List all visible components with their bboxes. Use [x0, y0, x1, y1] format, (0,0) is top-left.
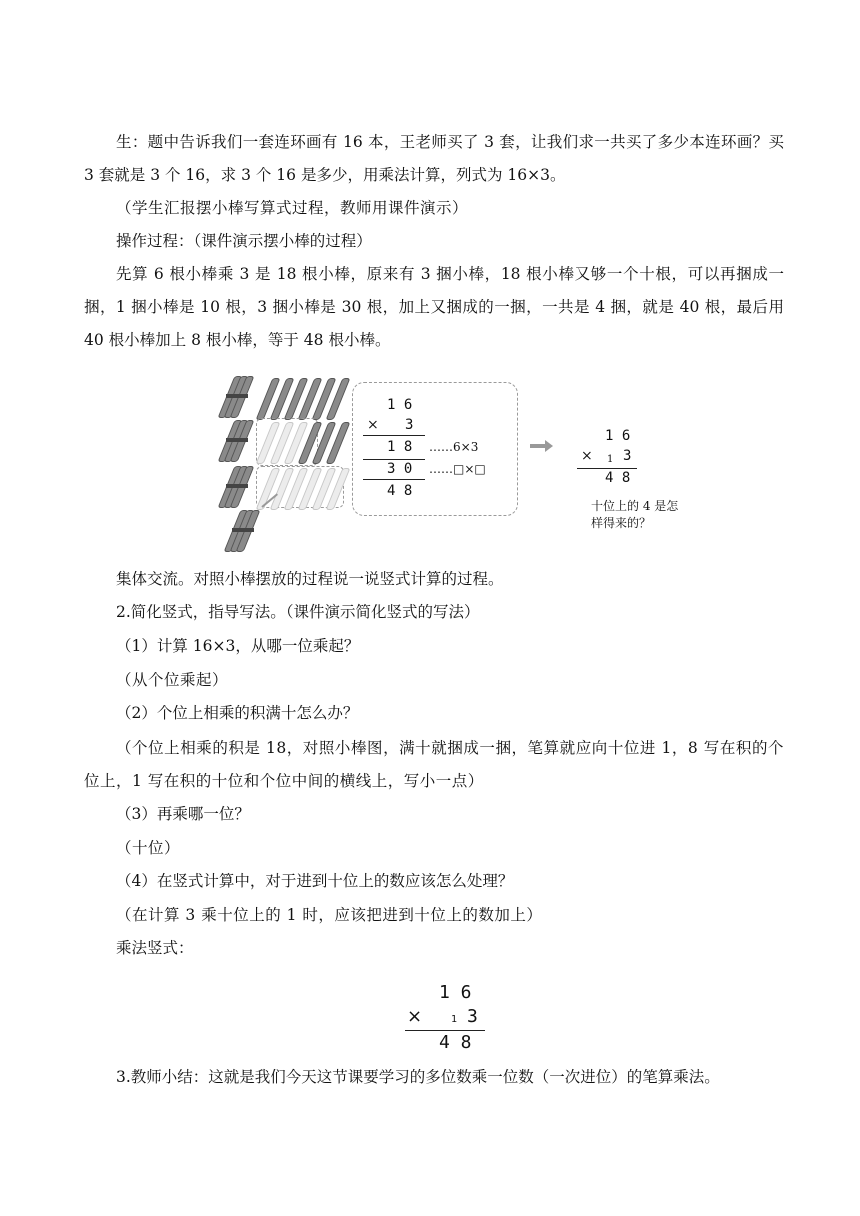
stick-bundle-icon	[222, 466, 250, 508]
question-1: （1）计算 16×3，从哪一位乘起？	[116, 637, 360, 655]
answer-1: （从个位乘起）	[116, 671, 229, 689]
question-2: （2）个位上相乘的积满十怎么办？	[116, 704, 359, 722]
explain-paragraph: 先算 6 根小棒乘 3 是 18 根小棒，原来有 3 捆小棒，18 根小棒又够一个十根，可以再捆成一捆，1 捆小棒是 10 根，3 捆小棒是 30 根，加上又捆成的一捆，一共是 4 捆，就是 40 根，最后用 40 根小棒加上 8 根小棒，等于 48 根小棒。	[84, 265, 784, 349]
multiplier: 3	[467, 1006, 478, 1027]
answer-3: （十位）	[116, 839, 181, 857]
answer-2: （个位上相乘的积是 18，对照小棒图，满十就捆成一捆，笔算就应向十位进 1，8 写在积的个位上，1 写在积的十位和个位中间的横线上，写小一点）	[84, 739, 784, 790]
product: 4 8	[439, 1032, 472, 1053]
answer-4: （在计算 3 乘十位上的 1 时，应该把进到十位上的数加上）	[116, 906, 543, 924]
sticks-figure	[222, 370, 692, 550]
simplified-vertical: 1 6 × 1 3 4 8 十位上的 4 是怎样得来的？	[577, 426, 687, 546]
stick-bundle-icon	[228, 510, 256, 552]
vertical-label: 乘法竖式：	[116, 939, 194, 957]
simplify-heading: 2.简化竖式，指导写法。（课件演示简化竖式的写法）	[116, 603, 480, 621]
times-sign: ×	[407, 1006, 423, 1027]
right-arrow-icon	[530, 444, 546, 448]
operation-heading: 操作过程：（课件演示摆小棒的过程）	[116, 232, 372, 250]
exchange-line: 集体交流。对照小棒摆放的过程说一说竖式计算的过程。	[116, 570, 504, 588]
multiplicand: 1 6	[439, 982, 472, 1003]
stick-bundle-icon	[222, 420, 250, 462]
summary-line: 3.教师小结：这就是我们今天这节课要学习的多位数乘一位数（一次进位）的笔算乘法。	[116, 1068, 720, 1086]
stick-bundle-icon	[222, 376, 250, 418]
expanded-vertical-panel: 1 6 × 3 1 8 ……6×3 3 0 ……□×□ 4 8	[352, 382, 518, 516]
carry-digit: 1	[451, 1014, 458, 1025]
question-4: （4）在竖式计算中，对于进到十位上的数应该怎么处理？	[116, 872, 514, 890]
report-note: （学生汇报摆小棒写算式过程，教师用课件演示）	[116, 199, 469, 217]
figure-question: 十位上的 4 是怎样得来的？	[591, 499, 679, 530]
vertical-multiplication	[405, 980, 495, 1060]
question-3: （3）再乘哪一位？	[116, 805, 250, 823]
student-answer-paragraph: 生：题中告诉我们一套连环画有 16 本，王老师买了 3 套，让我们求一共买了多少本连环画？买 3 套就是 3 个 16，求 3 个 16 是多少，用乘法计算，列式为 16×3。	[84, 133, 784, 184]
